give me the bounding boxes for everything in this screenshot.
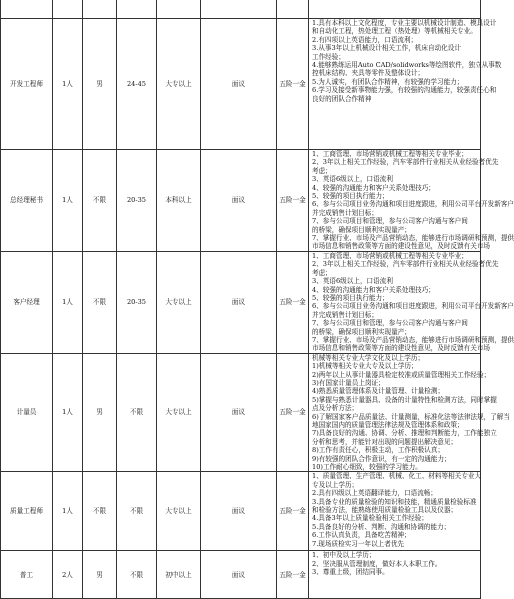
gender-cell: 不限 [83, 251, 117, 353]
requirement-line: 1、质量管理、生产管理、机械、化工、材料等相关专业大 [312, 472, 482, 481]
gender-cell: 男 [83, 551, 117, 599]
job-listings-body [1, 0, 514, 599]
requirement-line: 5)掌握与熟悉计量器具、设备的计量特性和检测方法，同时掌握 [312, 395, 497, 404]
job-row [1, 551, 481, 599]
requirement-line: 市场信息和销售政策等方面的建设性意见，及时反馈有关市场 [312, 344, 491, 353]
requirement-line: 2、3年以上相关工作经验，汽车零部件行业相关从业经验者优先 [312, 260, 499, 269]
job-row [1, 251, 481, 353]
requirement-line: 7、掌握行业、市场及产品营销动态，能够进行市场调研和预测，提供 [312, 335, 514, 344]
age-range-cell: 不限 [117, 353, 157, 472]
requirement-line: 7、掌握行业、市场及产品营销动态，能够进行市场调研和预测，提供 [312, 234, 514, 243]
requirement-line: 5.为人诚实，有团队合作精神，有较强的学习能力； [312, 77, 464, 86]
requirements-cell [309, 19, 502, 150]
requirement-line: 并完成销售计划目标； [312, 310, 378, 319]
benefits-cell: 五险一金 [277, 551, 309, 599]
requirements-cell [309, 353, 510, 472]
gender-cell: 男 [83, 353, 117, 472]
requirement-line: 4.能够熟练运用Auto CAD/solidworks等绘图软件，独立从事数 [312, 61, 502, 70]
benefits-cell: 五险一金 [277, 19, 309, 150]
age-range-cell: 不限 [117, 472, 157, 551]
job-title-cell: 客户经理 [1, 251, 53, 353]
salary-cell: 面议 [201, 551, 277, 599]
job-title-cell: 质量工程师 [1, 472, 53, 551]
requirements-cell [309, 551, 481, 599]
education-cell: 初中以上 [157, 551, 201, 599]
requirement-line: 5.具备良好的分析、判断、沟通和协调的能力； [312, 522, 451, 531]
requirement-line: 3、英语6级以上，口语流利 [312, 277, 393, 286]
requirement-line: 控机床结构、夹具等零件及整体设计； [312, 69, 425, 78]
salary-cell: 面议 [201, 150, 277, 252]
salary-cell: 面议 [201, 19, 277, 150]
age-range-cell: 不限 [117, 551, 157, 599]
requirement-line: 的桥梁，确保项目顺利实现量产； [312, 225, 411, 234]
requirements-cell [309, 472, 481, 551]
headcount-cell: 1人 [53, 353, 83, 472]
requirement-line: 和自动化工程，热处理工程（热处理）等机械相关专业。 [312, 27, 477, 36]
salary-cell: 面议 [201, 251, 277, 353]
headcount-cell [53, 0, 83, 19]
requirement-line: 7、参与公司项目和管理，参与公司客户沟通与客户间 [312, 319, 468, 328]
requirement-line: 3)有国家计量员上岗证； [312, 378, 385, 387]
requirement-line: 10)工作耐心细致，较强的学习能力。 [312, 463, 422, 472]
requirement-line: 地国家国内的质量管理法律法规及管理体系和政策； [312, 421, 464, 429]
gender-cell: 男 [83, 19, 117, 150]
education-cell: 大专以上 [157, 19, 201, 150]
requirement-line: 良好的团队合作精神 [312, 94, 372, 103]
requirement-line: 7)具备良好的沟通、协调、分析、推理和判断能力，工作能独立 [312, 429, 497, 438]
job-title-cell: 计量员 [1, 353, 53, 472]
requirement-line: 市场信息和销售政策等方面的建设性意见，及时反馈有关市场 [312, 242, 491, 251]
requirements-cell [309, 251, 514, 353]
requirement-line: 6.工作认真负责，具备吃苦精神； [312, 531, 411, 540]
age-range-cell: 24-45 [117, 19, 157, 150]
requirement-line: 和检验方法，能熟练使用质量检验工具以及仪器； [312, 506, 458, 515]
age-range-cell [117, 0, 157, 19]
requirement-line: 4、较强的沟通能力和客户关系处理技巧； [312, 285, 435, 294]
benefits-cell: 五险一金 [277, 472, 309, 551]
job-row [1, 472, 481, 551]
requirement-line: 3.具备专业的质量检验的知识和技能，精通质量检验标准 [312, 497, 477, 506]
requirement-line: 并完成销售计划目标； [312, 208, 378, 217]
requirement-line: 6、参与公司项目业务沟通和项目进度跟进，利用公司平台开发新客户 [312, 302, 514, 311]
requirement-line: 2.有四项以上英语能力，口语流利； [312, 35, 418, 44]
job-title-cell [1, 0, 53, 19]
headcount-cell: 2人 [53, 551, 83, 599]
requirement-line: 2、3年以上相关工作经验，汽车零部件行业相关从业经验者优先 [312, 158, 499, 167]
requirement-line: 5、较强的项目执行能力； [312, 192, 389, 201]
job-row [1, 150, 481, 252]
requirement-line: 分析和思考，并能针对出现的问题提出解决意见； [312, 437, 458, 446]
age-range-cell: 20-35 [117, 150, 157, 252]
requirement-line: 点及分析方法； [312, 404, 359, 413]
requirement-line: 2、坚决服从管理制度，做好本人本职工作。 [312, 559, 442, 568]
requirement-line: 4)熟悉质量管理体系及计量管理、计量检测； [312, 387, 445, 396]
headcount-cell: 1人 [53, 150, 83, 252]
requirement-line: 1、工商管理、市场营销或机械工程等相关专业毕业； [312, 251, 468, 260]
requirement-line: 2)两年以上从事计量器具检定校准或质量管理相关工作经验； [312, 370, 491, 379]
requirement-line: 3、英语6级以上，口语流利 [312, 175, 393, 184]
benefits-cell: 五险一金 [277, 150, 309, 252]
job-title-cell: 总经理秘书 [1, 150, 53, 252]
salary-cell [201, 0, 277, 19]
requirement-line: 4、较强的沟通能力和客户关系处理技巧； [312, 183, 435, 192]
requirement-line: 的桥梁，确保项目顺利实现量产； [312, 327, 411, 336]
requirement-line: 9)有较强的团队合作意识，有一定的沟通能力； [312, 454, 451, 463]
benefits-cell: 五险一金 [277, 353, 309, 472]
requirement-line: 专及以上学历； [312, 480, 359, 489]
benefits-cell: 五险一金 [277, 251, 309, 353]
job-row [1, 353, 481, 472]
requirement-line: 6)了解国家客户品质量法、计量测量，标准化法等法律法规，了解当 [312, 412, 510, 421]
requirements-cell [309, 150, 514, 252]
job-row [1, 0, 481, 19]
job-title-cell: 开发工程师 [1, 19, 53, 150]
education-cell: 本科以上 [157, 150, 201, 252]
requirement-line: 工作经验； [312, 52, 345, 61]
requirements-cell [309, 0, 481, 19]
headcount-cell: 1人 [53, 251, 83, 353]
gender-cell: 不限 [83, 150, 117, 252]
requirement-line: 6.学习及接受新事物能力强，有较强的沟通能力，较强责任心和 [312, 86, 497, 95]
requirement-line: 1、工商管理、市场营销或机械工程等相关专业毕业； [312, 150, 468, 158]
requirement-line: 3.从事3年以上机械设计相关工作，机床自动化设计 [312, 44, 461, 53]
education-cell: 大专以上 [157, 353, 201, 472]
requirement-line: 4.具备3年以上质量检验相关工作经验； [312, 514, 428, 523]
benefits-cell [277, 0, 309, 19]
requirement-line: 1、初中及以上学历； [312, 551, 376, 560]
gender-cell: 不限 [83, 472, 117, 551]
age-range-cell: 20-35 [117, 251, 157, 353]
education-cell: 大专以上 [157, 472, 201, 551]
education-cell: 大专以上 [157, 251, 201, 353]
requirement-line: 2.具有四级以上英语翻译能力，口语流畅； [312, 489, 437, 498]
gender-cell [83, 0, 117, 19]
requirement-line: 1)机械等相关专业大专及以上学历； [312, 362, 418, 371]
headcount-cell: 1人 [53, 19, 83, 150]
job-row [1, 19, 481, 150]
requirement-line: 机械等相关专业大学文化及以上学历； [312, 353, 425, 362]
requirement-line: 7.现场质检实习一年以上者优先 [312, 539, 405, 548]
requirement-line: 1.具有本科以上文化程度，专业主要以机械设计制造、模具设计 [312, 19, 497, 27]
salary-cell: 面议 [201, 472, 277, 551]
headcount-cell: 1人 [53, 472, 83, 551]
requirement-line: 考虑； [312, 166, 332, 175]
job-title-cell: 普工 [1, 551, 53, 599]
requirement-line: 6、参与公司项目业务沟通和项目进度跟进，利用公司平台开发新客户 [312, 200, 514, 209]
requirement-line: 7、参与公司项目和管理，参与公司客户沟通与客户间 [312, 217, 468, 226]
education-cell [157, 0, 201, 19]
salary-cell: 面议 [201, 353, 277, 472]
requirement-line: 3、尊重上级，团结同事。 [312, 568, 389, 577]
requirement-line: 考虑； [312, 268, 332, 277]
requirement-line: 8)工作有责任心，积极主动，工作积极认真； [312, 446, 445, 455]
requirement-line: 5、较强的项目执行能力； [312, 293, 389, 302]
